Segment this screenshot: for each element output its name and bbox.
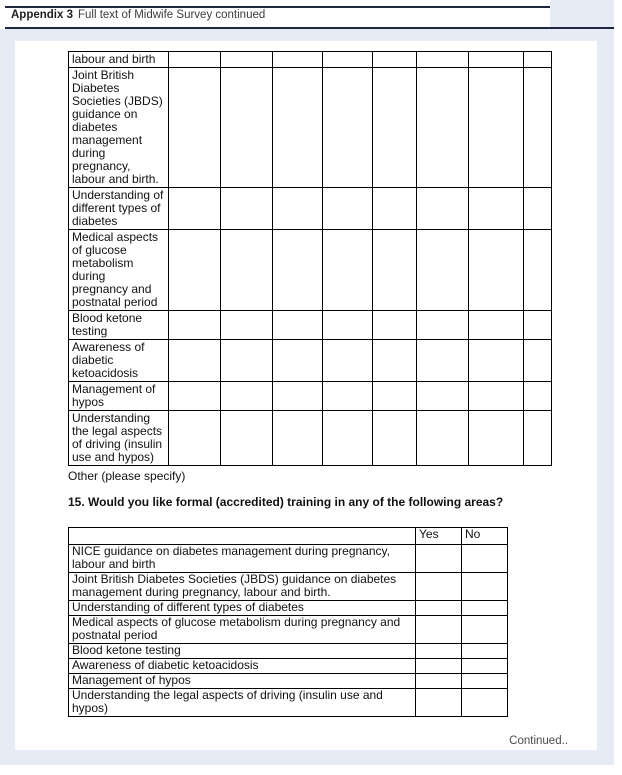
yes-cell <box>416 674 462 689</box>
page-panel <box>0 29 614 765</box>
appendix-label: Appendix 3 <box>11 9 73 21</box>
response-cell <box>524 230 552 311</box>
response-cell <box>373 52 417 68</box>
no-cell <box>462 674 508 689</box>
yes-no-row <box>69 616 508 644</box>
response-cell <box>169 311 221 340</box>
response-cell <box>373 311 417 340</box>
response-cell <box>169 188 221 230</box>
no-header-cell: No <box>462 528 508 545</box>
grid-row <box>69 230 552 311</box>
response-cell <box>323 382 373 411</box>
yes-no-row <box>69 674 508 689</box>
topic-header-cell <box>69 528 416 545</box>
response-cell <box>273 188 323 230</box>
yes-no-row <box>69 573 508 601</box>
grid-row <box>69 340 552 382</box>
grid-topic-cell: labour and birth <box>69 52 169 68</box>
yes-header-cell: Yes <box>416 528 462 545</box>
response-cell <box>221 382 273 411</box>
yes-no-topic-cell: Joint British Diabetes Societies (JBDS) guidance on diabetes management during pregnancy, labour and birth. <box>69 573 416 601</box>
response-cell <box>169 68 221 188</box>
response-cell <box>169 340 221 382</box>
response-cell <box>373 411 417 466</box>
yes-no-topic-cell: NICE guidance on diabetes management during pregnancy, labour and birth <box>69 545 416 573</box>
response-cell <box>469 311 524 340</box>
response-cell <box>417 411 469 466</box>
response-cell <box>273 52 323 68</box>
response-cell <box>221 411 273 466</box>
yes-no-row <box>69 601 508 616</box>
response-cell <box>373 382 417 411</box>
grid-row <box>69 52 552 68</box>
response-cell <box>221 230 273 311</box>
continued-label: Continued.. <box>509 735 568 747</box>
response-cell <box>373 340 417 382</box>
response-cell <box>221 68 273 188</box>
response-cell <box>469 382 524 411</box>
response-cell <box>373 188 417 230</box>
response-cell <box>323 230 373 311</box>
yes-no-row <box>69 659 508 674</box>
response-cell <box>169 52 221 68</box>
training-confidence-table <box>68 51 552 466</box>
response-cell <box>273 230 323 311</box>
yes-cell <box>416 616 462 644</box>
question-15-text: 15. Would you like formal (accredited) training in any of the following areas? <box>68 495 504 509</box>
response-cell <box>323 68 373 188</box>
yes-no-row <box>69 644 508 659</box>
grid-row <box>69 188 552 230</box>
yes-no-topic-cell: Blood ketone testing <box>69 644 416 659</box>
response-cell <box>417 52 469 68</box>
response-cell <box>221 340 273 382</box>
yes-no-topic-cell: Medical aspects of glucose metabolism during pregnancy and postnatal period <box>69 616 416 644</box>
yes-no-row <box>69 545 508 573</box>
yes-no-header-row <box>69 528 508 545</box>
header-corner-block <box>550 0 614 29</box>
grid-row <box>69 68 552 188</box>
other-specify-label: Other (please specify) <box>68 469 186 483</box>
response-cell <box>524 68 552 188</box>
response-cell <box>524 411 552 466</box>
grid-topic-cell: Awareness of diabetic ketoacidosis <box>69 340 169 382</box>
response-cell <box>169 382 221 411</box>
header-top-rule <box>5 6 550 8</box>
response-cell <box>524 311 552 340</box>
response-cell <box>221 52 273 68</box>
response-cell <box>524 52 552 68</box>
grid-topic-cell: Understanding the legal aspects of driving (insulin use and hypos) <box>69 411 169 466</box>
grid-row <box>69 411 552 466</box>
yes-cell <box>416 689 462 717</box>
response-cell <box>417 68 469 188</box>
no-cell <box>462 616 508 644</box>
appendix-header <box>11 9 265 21</box>
grid-topic-cell: Joint British Diabetes Societies (JBDS) guidance on diabetes management during pregnancy, labour and birth. <box>69 68 169 188</box>
yes-cell <box>416 659 462 674</box>
response-cell <box>273 311 323 340</box>
yes-cell <box>416 573 462 601</box>
response-cell <box>221 311 273 340</box>
response-cell <box>273 382 323 411</box>
yes-no-topic-cell: Understanding of different types of diabetes <box>69 601 416 616</box>
response-cell <box>323 52 373 68</box>
response-cell <box>323 411 373 466</box>
yes-no-topic-cell: Management of hypos <box>69 674 416 689</box>
no-cell <box>462 573 508 601</box>
grid-topic-cell: Understanding of different types of diabetes <box>69 188 169 230</box>
response-cell <box>323 188 373 230</box>
yes-cell <box>416 545 462 573</box>
grid-topic-cell: Blood ketone testing <box>69 311 169 340</box>
grid-row <box>69 382 552 411</box>
yes-no-topic-cell: Understanding the legal aspects of driving (insulin use and hypos) <box>69 689 416 717</box>
response-cell <box>417 311 469 340</box>
response-cell <box>469 68 524 188</box>
response-cell <box>273 68 323 188</box>
response-cell <box>273 411 323 466</box>
response-cell <box>524 188 552 230</box>
response-cell <box>323 311 373 340</box>
response-cell <box>469 230 524 311</box>
response-cell <box>169 411 221 466</box>
grid-topic-cell: Medical aspects of glucose metabolism during pregnancy and postnatal period <box>69 230 169 311</box>
response-cell <box>524 382 552 411</box>
appendix-title: Full text of Midwife Survey continued <box>77 9 266 21</box>
response-cell <box>417 188 469 230</box>
no-cell <box>462 689 508 717</box>
response-cell <box>323 340 373 382</box>
response-cell <box>373 68 417 188</box>
response-cell <box>417 382 469 411</box>
response-cell <box>469 188 524 230</box>
response-cell <box>469 411 524 466</box>
content-card <box>15 41 597 750</box>
yes-cell <box>416 601 462 616</box>
response-cell <box>273 340 323 382</box>
yes-no-row <box>69 689 508 717</box>
grid-topic-cell: Management of hypos <box>69 382 169 411</box>
no-cell <box>462 644 508 659</box>
response-cell <box>373 230 417 311</box>
no-cell <box>462 659 508 674</box>
yes-cell <box>416 644 462 659</box>
response-cell <box>169 230 221 311</box>
response-cell <box>469 340 524 382</box>
yes-no-topic-cell: Awareness of diabetic ketoacidosis <box>69 659 416 674</box>
no-cell <box>462 601 508 616</box>
response-cell <box>524 340 552 382</box>
response-cell <box>469 52 524 68</box>
response-cell <box>417 230 469 311</box>
response-cell <box>221 188 273 230</box>
no-cell <box>462 545 508 573</box>
training-yes-no-table <box>68 527 508 717</box>
response-cell <box>417 340 469 382</box>
grid-row <box>69 311 552 340</box>
